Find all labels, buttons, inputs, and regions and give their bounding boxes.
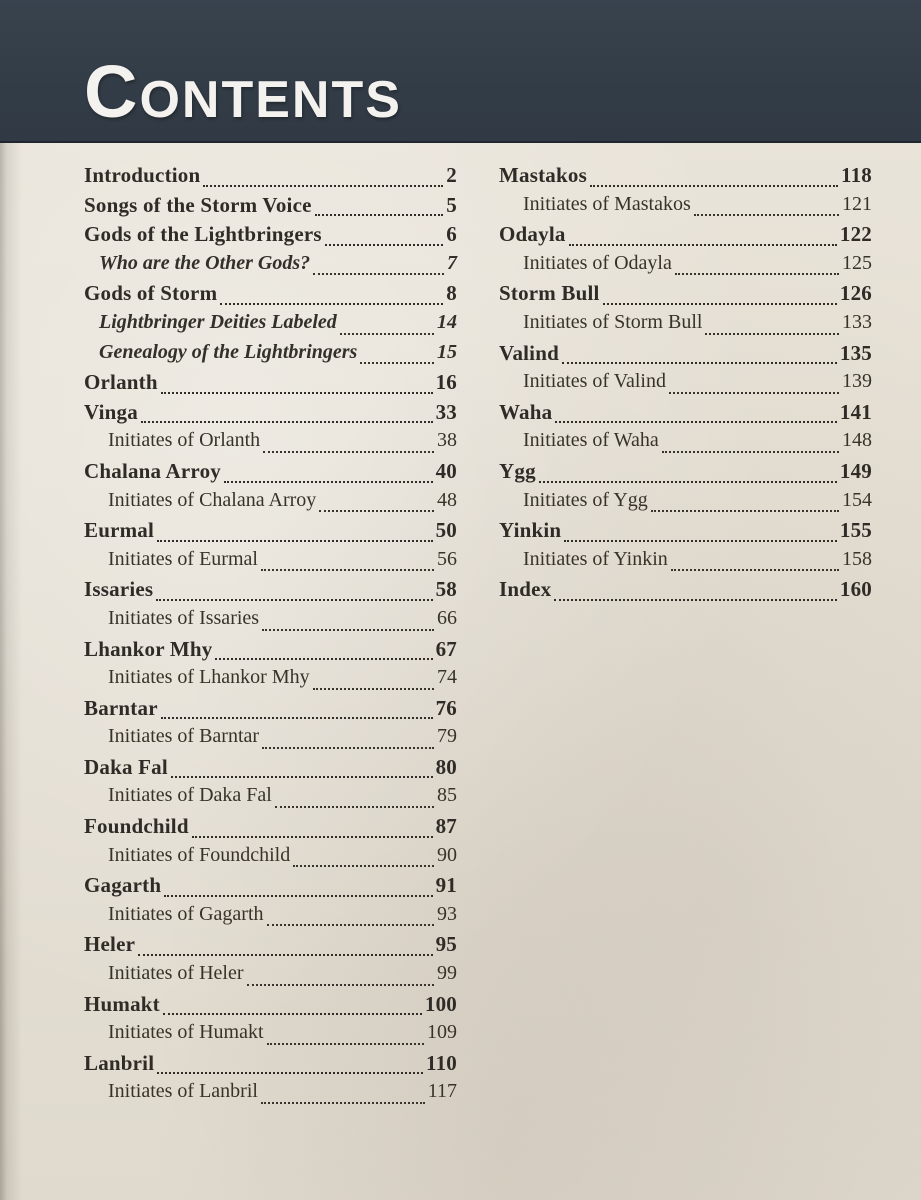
toc-leader-dots <box>555 421 837 423</box>
toc-leader-dots <box>215 658 432 660</box>
toc-entry <box>84 814 457 844</box>
toc-entry-page: 14 <box>437 310 457 333</box>
toc-entry-title: Storm Bull <box>499 281 600 306</box>
toc-entry <box>84 607 457 637</box>
toc-entry-page: 117 <box>427 1080 457 1103</box>
toc-leader-dots <box>705 333 839 335</box>
toc-entry-title: Foundchild <box>84 814 189 839</box>
toc-entry <box>84 992 457 1022</box>
toc-entry-title: Initiates of Mastakos <box>523 192 691 215</box>
toc-entry <box>84 637 457 667</box>
toc-leader-dots <box>325 244 444 246</box>
toc-entry-title: Lanbril <box>84 1050 155 1075</box>
toc-entry-page: 76 <box>435 695 457 720</box>
toc-entry-page: 122 <box>839 222 872 247</box>
toc-entry-title: Barntar <box>84 695 158 720</box>
toc-entry <box>84 1051 457 1081</box>
toc-leader-dots <box>138 954 432 956</box>
toc-entry-page: 15 <box>437 340 457 363</box>
toc-entry-page: 148 <box>842 429 872 452</box>
toc-leader-dots <box>261 1102 425 1104</box>
toc-entry-page: 33 <box>435 399 457 424</box>
toc-leader-dots <box>263 451 434 453</box>
toc-leader-dots <box>662 451 839 453</box>
toc-entry-title: Issaries <box>84 577 154 602</box>
toc-entry-page: 91 <box>435 873 457 898</box>
toc-entry-title: Heler <box>84 932 136 957</box>
toc-entry-page: 48 <box>437 488 457 511</box>
toc-entry <box>84 222 457 252</box>
toc-entry-page: 74 <box>437 666 457 689</box>
toc-entry <box>84 311 457 341</box>
toc-entry <box>84 577 457 607</box>
toc-entry-page: 93 <box>437 902 457 925</box>
toc-entry-title: Gods of Storm <box>84 281 218 306</box>
toc-leader-dots <box>157 1072 423 1074</box>
toc-entry-page: 110 <box>426 1050 457 1075</box>
toc-leader-dots <box>164 895 432 897</box>
toc-entry-title: Gagarth <box>84 873 162 898</box>
toc-leader-dots <box>319 510 434 512</box>
toc-entry-page: 100 <box>424 991 457 1016</box>
toc-leader-dots <box>562 362 837 364</box>
toc-leader-dots <box>360 362 434 364</box>
toc-entry-title: Initiates of Eurmal <box>108 547 258 570</box>
toc-entry-page: 125 <box>842 251 872 274</box>
toc-entry-title: Initiates of Valind <box>523 370 666 393</box>
toc-leader-dots <box>313 688 434 690</box>
toc-leader-dots <box>203 185 443 187</box>
toc-entry-page: 56 <box>437 547 457 570</box>
toc-leader-dots <box>340 333 434 335</box>
toc-entry-title: Initiates of Humakt <box>108 1021 264 1044</box>
toc-entry-title: Who are the Other Gods? <box>99 251 311 274</box>
toc-entry-page: 2 <box>446 163 457 187</box>
table-of-contents <box>0 143 921 1110</box>
toc-entry-page: 133 <box>842 310 872 333</box>
toc-leader-dots <box>171 776 433 778</box>
toc-entry-title: Initiates of Issaries <box>108 606 260 629</box>
toc-leader-dots <box>694 214 839 216</box>
toc-leader-dots <box>247 984 435 986</box>
toc-entry <box>84 844 457 874</box>
toc-leader-dots <box>669 392 839 394</box>
toc-entry-title: Initiates of Daka Fal <box>108 784 272 807</box>
toc-entry-title: Eurmal <box>84 518 155 543</box>
toc-entry-page: 8 <box>446 281 457 306</box>
toc-entry-title: Vinga <box>84 399 138 424</box>
toc-entry-title: Initiates of Chalana Arroy <box>108 488 317 511</box>
toc-entry <box>84 193 457 223</box>
toc-entry <box>499 193 872 223</box>
toc-entry <box>84 459 457 489</box>
toc-entry-page: 99 <box>437 962 457 985</box>
toc-entry <box>84 548 457 578</box>
toc-column-left <box>84 163 457 1110</box>
toc-entry-page: 67 <box>435 636 457 661</box>
toc-entry-title: Initiates of Yinkin <box>523 547 668 570</box>
toc-entry-title: Introduction <box>84 163 201 187</box>
toc-entry-page: 79 <box>437 725 457 748</box>
toc-entry <box>499 252 872 282</box>
toc-entry-page: 58 <box>435 577 457 602</box>
toc-entry <box>499 518 872 548</box>
toc-entry <box>84 903 457 933</box>
toc-entry <box>499 489 872 519</box>
toc-leader-dots <box>564 540 837 542</box>
toc-entry <box>84 962 457 992</box>
toc-entry-title: Genealogy of the Lightbringers <box>99 340 358 363</box>
toc-leader-dots <box>141 421 433 423</box>
toc-leader-dots <box>603 303 837 305</box>
toc-entry-title: Yinkin <box>499 518 562 543</box>
toc-entry <box>84 341 457 371</box>
toc-entry-page: 126 <box>839 281 872 306</box>
toc-entry-page: 85 <box>437 784 457 807</box>
toc-leader-dots <box>261 569 434 571</box>
toc-entry-page: 7 <box>447 251 457 274</box>
toc-entry-title: Gods of the Lightbringers <box>84 222 322 247</box>
toc-entry-title: Humakt <box>84 991 160 1016</box>
toc-leader-dots <box>161 392 433 394</box>
toc-entry-page: 87 <box>435 814 457 839</box>
toc-entry-page: 80 <box>435 754 457 779</box>
toc-entry-title: Lhankor Mhy <box>84 636 213 661</box>
toc-entry <box>499 370 872 400</box>
toc-entry <box>84 1021 457 1051</box>
toc-entry-title: Initiates of Ygg <box>523 488 648 511</box>
toc-leader-dots <box>275 806 434 808</box>
toc-entry <box>84 163 457 193</box>
toc-entry-page: 118 <box>841 163 872 187</box>
toc-entry-title: Initiates of Lhankor Mhy <box>108 666 310 689</box>
toc-leader-dots <box>313 273 444 275</box>
toc-entry <box>84 932 457 962</box>
toc-entry-page: 6 <box>446 222 457 247</box>
toc-entry <box>499 577 872 607</box>
toc-leader-dots <box>161 717 433 719</box>
toc-entry-title: Ygg <box>499 458 536 483</box>
toc-entry-page: 135 <box>839 340 872 365</box>
toc-entry <box>499 459 872 489</box>
toc-entry <box>499 281 872 311</box>
toc-entry <box>84 725 457 755</box>
toc-entry-title: Odayla <box>499 222 566 247</box>
toc-entry <box>84 518 457 548</box>
toc-entry-page: 121 <box>842 192 872 215</box>
toc-entry <box>84 784 457 814</box>
toc-entry <box>499 163 872 193</box>
toc-entry-title: Chalana Arroy <box>84 458 221 483</box>
toc-entry-page: 109 <box>427 1021 457 1044</box>
toc-entry-title: Valind <box>499 340 559 365</box>
toc-entry-page: 139 <box>842 370 872 393</box>
toc-entry <box>84 755 457 785</box>
toc-entry-page: 90 <box>437 843 457 866</box>
header-band <box>0 0 921 143</box>
toc-leader-dots <box>569 244 837 246</box>
toc-entry-title: Initiates of Lanbril <box>108 1080 258 1103</box>
toc-entry <box>84 281 457 311</box>
toc-entry <box>84 873 457 903</box>
toc-entry-page: 154 <box>842 488 872 511</box>
toc-entry <box>84 429 457 459</box>
toc-entry <box>499 311 872 341</box>
toc-entry <box>84 1080 457 1110</box>
toc-entry <box>84 666 457 696</box>
toc-entry-title: Lightbringer Deities Labeled <box>99 310 337 333</box>
toc-entry <box>499 222 872 252</box>
toc-entry-title: Initiates of Gagarth <box>108 902 264 925</box>
toc-entry-title: Initiates of Waha <box>523 429 659 452</box>
toc-leader-dots <box>157 540 433 542</box>
toc-entry-page: 66 <box>437 606 457 629</box>
toc-leader-dots <box>262 747 434 749</box>
toc-leader-dots <box>293 865 434 867</box>
toc-entry-page: 95 <box>435 932 457 957</box>
toc-entry-title: Index <box>499 577 552 602</box>
toc-entry <box>84 489 457 519</box>
toc-entry-title: Initiates of Foundchild <box>108 843 291 866</box>
toc-entry-title: Mastakos <box>499 163 587 187</box>
toc-entry <box>84 696 457 726</box>
page-title: Contents <box>84 50 402 133</box>
toc-leader-dots <box>156 599 432 601</box>
toc-leader-dots <box>267 1043 424 1045</box>
toc-column-right <box>499 163 872 1110</box>
toc-entry-page: 158 <box>842 547 872 570</box>
toc-entry-page: 160 <box>839 577 872 602</box>
toc-entry-title: Songs of the Storm Voice <box>84 192 312 217</box>
toc-entry-page: 16 <box>435 370 457 395</box>
toc-entry-page: 40 <box>435 458 457 483</box>
toc-entry-page: 149 <box>839 458 872 483</box>
toc-entry <box>499 548 872 578</box>
toc-entry-title: Initiates of Storm Bull <box>523 310 703 333</box>
toc-entry <box>84 252 457 282</box>
toc-entry <box>84 400 457 430</box>
toc-entry-page: 141 <box>839 399 872 424</box>
toc-leader-dots <box>554 599 837 601</box>
toc-leader-dots <box>671 569 839 571</box>
toc-entry-title: Initiates of Heler <box>108 962 244 985</box>
toc-entry-title: Initiates of Orlanth <box>108 429 261 452</box>
toc-entry-page: 50 <box>435 518 457 543</box>
toc-leader-dots <box>651 510 839 512</box>
toc-entry-title: Initiates of Barntar <box>108 725 260 748</box>
toc-leader-dots <box>267 924 435 926</box>
toc-leader-dots <box>590 185 838 187</box>
toc-entry-page: 38 <box>437 429 457 452</box>
toc-entry-page: 155 <box>839 518 872 543</box>
toc-entry-title: Initiates of Odayla <box>523 251 672 274</box>
toc-entry <box>84 370 457 400</box>
toc-leader-dots <box>163 1013 422 1015</box>
toc-entry <box>499 341 872 371</box>
toc-leader-dots <box>315 214 444 216</box>
toc-leader-dots <box>262 629 434 631</box>
toc-entry <box>499 400 872 430</box>
toc-leader-dots <box>539 481 837 483</box>
toc-entry-title: Waha <box>499 399 553 424</box>
toc-entry-title: Daka Fal <box>84 754 168 779</box>
toc-leader-dots <box>675 273 839 275</box>
toc-leader-dots <box>220 303 443 305</box>
toc-entry <box>499 429 872 459</box>
toc-entry-title: Orlanth <box>84 370 158 395</box>
toc-leader-dots <box>224 481 433 483</box>
toc-entry-page: 5 <box>446 192 457 217</box>
toc-leader-dots <box>192 836 433 838</box>
